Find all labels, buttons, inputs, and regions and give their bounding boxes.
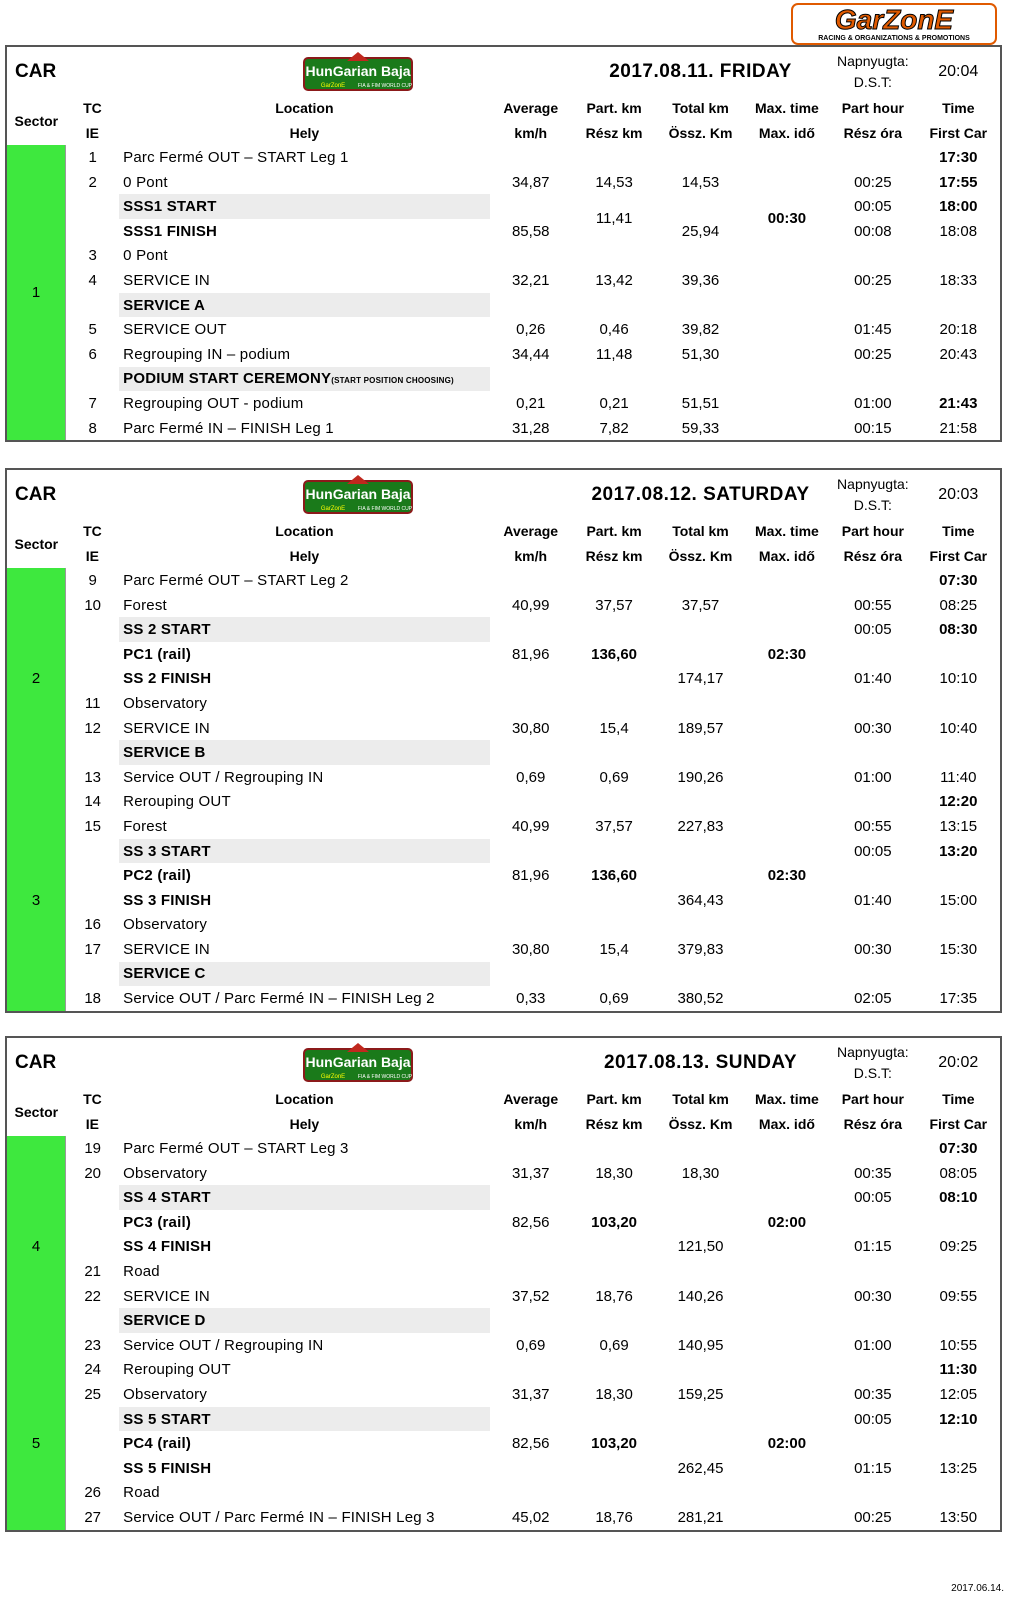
first-car-header: First Car <box>929 1115 988 1132</box>
svg-text:GarZonE: GarZonE <box>321 1073 346 1080</box>
table-row: SERVICE D <box>6 1308 1001 1333</box>
hely-header: Hely <box>289 1115 320 1132</box>
table-row: SS 3 START 00:05 13:20 <box>6 839 1001 864</box>
table-row: 16 Observatory <box>84 916 208 934</box>
table-row: 13 Service OUT / Regrouping IN 0,69 0,69 190,26 01:00 11:40 <box>84 768 977 786</box>
average-header: Average <box>503 523 559 540</box>
table-row: 27 Service OUT / Parc Fermé IN – FINISH Leg 3 45,02 18,76 281,21 00:25 13:50 <box>84 1508 978 1526</box>
tc-header: TC <box>83 523 102 540</box>
sector-header: Sector <box>14 535 59 552</box>
average-header: Average <box>503 100 559 117</box>
sunset-label: Napnyugta: D.S.T: <box>837 52 909 90</box>
table-row: 25 Observatory 31,37 18,30 159,25 00:35 12:05 <box>84 1385 978 1403</box>
part-km-header: Part. km <box>586 1091 642 1108</box>
svg-text:GarZonE: GarZonE <box>321 505 346 512</box>
garzone-logo <box>788 2 1000 46</box>
sector-number: 4 <box>6 1136 66 1357</box>
car-label: CAR <box>15 1052 57 1073</box>
table-row: PC4 (rail) 82,56 103,20 02:00 <box>123 1435 807 1453</box>
time-header: Time <box>942 100 975 117</box>
location-header: Location <box>275 1091 334 1108</box>
ie-header: IE <box>85 547 100 564</box>
resz-ora-header: Rész óra <box>843 1115 903 1132</box>
time-header: Time <box>942 523 975 540</box>
max-ido-header: Max. idő <box>758 124 815 141</box>
day-2-schedule <box>5 468 1002 1013</box>
svg-text:RACING & ORGANIZATIONS & PROMO: RACING & ORGANIZATIONS & PROMOTIONS <box>818 35 970 42</box>
svg-text:FIA & FIM WORLD CUP: FIA & FIM WORLD CUP <box>358 1073 413 1080</box>
sunset-time: 20:02 <box>938 1053 979 1071</box>
table-row: 6 Regrouping IN – podium 34,44 11,48 51,30 00:25 20:43 <box>88 345 978 363</box>
ossz-km-header: Össz. Km <box>668 547 733 564</box>
table-row: PC2 (rail) 81,96 136,60 02:30 <box>123 867 807 885</box>
part-km-header: Part. km <box>586 523 642 540</box>
table-row: 4 19 Parc Fermé OUT – START Leg 3 07:30 <box>6 1136 1001 1161</box>
car-label: CAR <box>15 61 57 82</box>
sunset-label: Napnyugta: D.S.T: <box>837 1043 909 1081</box>
sector-number: 1 <box>6 145 66 441</box>
table-row: SS 2 FINISH 174,17 01:40 10:10 <box>123 670 978 688</box>
first-car-header: First Car <box>929 547 988 564</box>
svg-text:HunGarian Baja: HunGarian Baja <box>305 62 411 79</box>
table-row: SS 3 FINISH 364,43 01:40 15:00 <box>123 891 978 909</box>
table-row: SS 4 FINISH 121,50 01:15 09:25 <box>123 1238 978 1256</box>
resz-km-header: Rész km <box>585 547 643 564</box>
hungarian-baja-logo <box>119 46 572 96</box>
average-header: Average <box>503 1091 559 1108</box>
table-row: 21 Road <box>84 1262 160 1280</box>
tc-header: TC <box>83 100 102 117</box>
resz-km-header: Rész km <box>585 1115 643 1132</box>
table-row: PODIUM START CEREMONY(START POSITION CHOOSING) <box>6 367 1001 392</box>
table-row: 18 Service OUT / Parc Fermé IN – FINISH Leg 2 0,33 0,69 380,52 02:05 17:35 <box>84 990 978 1008</box>
sector-header: Sector <box>14 112 59 129</box>
table-row: 8 Parc Fermé IN – FINISH Leg 1 31,28 7,82 59,33 00:15 21:58 <box>88 419 978 437</box>
table-row: 20 Observatory 31,37 18,30 18,30 00:35 08:05 <box>84 1164 978 1182</box>
table-row: 17 SERVICE IN 30,80 15,4 379,83 00:30 15:30 <box>84 940 978 958</box>
ossz-km-header: Össz. Km <box>668 1115 733 1132</box>
resz-ora-header: Rész óra <box>843 547 903 564</box>
table-row: 5 SERVICE OUT 0,26 0,46 39,82 01:45 20:18 <box>88 321 978 339</box>
tc-header: TC <box>83 1091 102 1108</box>
table-row: SS 5 START 00:05 12:10 <box>6 1407 1001 1432</box>
sunset-time: 20:03 <box>938 485 979 503</box>
sector-number: 5 <box>6 1358 66 1531</box>
table-row: PC3 (rail) 82,56 103,20 02:00 <box>123 1213 807 1231</box>
sunset-time: 20:04 <box>938 62 979 80</box>
max-time-header: Max. time <box>755 523 819 540</box>
table-row: 22 SERVICE IN 37,52 18,76 140,26 00:30 09:55 <box>84 1287 978 1305</box>
sunset-label: Napnyugta: D.S.T: <box>837 475 909 513</box>
svg-text:HunGarian Baja: HunGarian Baja <box>305 1053 411 1070</box>
table-row: SSS1 START 11,41 00:30 00:05 18:00 <box>6 194 1001 219</box>
table-row: 23 Service OUT / Regrouping IN 0,69 0,69 140,95 01:00 10:55 <box>84 1336 978 1354</box>
location-header: Location <box>275 100 334 117</box>
resz-ora-header: Rész óra <box>843 124 903 141</box>
table-row: 5 24 Rerouping OUT 11:30 <box>6 1358 1001 1383</box>
total-km-header: Total km <box>672 100 729 117</box>
svg-text:FIA & FIM WORLD CUP: FIA & FIM WORLD CUP <box>358 505 413 512</box>
hely-header: Hely <box>289 547 320 564</box>
table-row: SS 2 START 00:05 08:30 <box>6 617 1001 642</box>
table-row: SSS1 FINISH 85,58 25,94 00:08 18:08 <box>123 222 978 240</box>
table-row: SS 5 FINISH 262,45 01:15 13:25 <box>123 1459 978 1477</box>
table-row: 7 Regrouping OUT - podium 0,21 0,21 51,51 01:00 21:43 <box>88 394 978 412</box>
ie-header: IE <box>85 124 100 141</box>
hungarian-baja-logo <box>119 1037 572 1087</box>
table-row: SERVICE B <box>6 740 1001 765</box>
table-row: 26 Road <box>84 1484 160 1502</box>
day-date: 2017.08.11. FRIDAY <box>609 61 792 82</box>
part-hour-header: Part hour <box>841 523 904 540</box>
table-row: 3 0 Pont <box>88 247 168 265</box>
ossz-km-header: Össz. Km <box>668 124 733 141</box>
day-3-schedule <box>5 1036 1002 1532</box>
hungarian-baja-logo <box>119 469 572 519</box>
table-row: 2 9 Parc Fermé OUT – START Leg 2 07:30 <box>6 568 1001 593</box>
table-row: 1 1 Parc Fermé OUT – START Leg 1 17:30 <box>6 145 1001 170</box>
total-km-header: Total km <box>672 523 729 540</box>
kmh-header: km/h <box>514 1115 548 1132</box>
table-row: 4 SERVICE IN 32,21 13,42 39,36 00:25 18:33 <box>88 271 978 289</box>
max-time-header: Max. time <box>755 100 819 117</box>
max-time-header: Max. time <box>755 1091 819 1108</box>
kmh-header: km/h <box>514 547 548 564</box>
print-date: 2017.06.14. <box>951 1583 1004 1594</box>
table-row: 11 Observatory <box>84 694 208 712</box>
ie-header: IE <box>85 1115 100 1132</box>
table-row: PC1 (rail) 81,96 136,60 02:30 <box>123 645 807 663</box>
day-1-schedule <box>5 45 1002 442</box>
kmh-header: km/h <box>514 124 548 141</box>
table-row: 15 Forest 40,99 37,57 227,83 00:55 13:15 <box>84 817 978 835</box>
svg-text:FIA & FIM WORLD CUP: FIA & FIM WORLD CUP <box>358 82 413 89</box>
part-hour-header: Part hour <box>841 100 904 117</box>
table-row: SERVICE A <box>6 293 1001 318</box>
first-car-header: First Car <box>929 124 988 141</box>
day-date: 2017.08.12. SATURDAY <box>591 484 810 505</box>
max-ido-header: Max. idő <box>758 547 815 564</box>
table-row: 10 Forest 40,99 37,57 37,57 00:55 08:25 <box>84 596 978 614</box>
car-label: CAR <box>15 484 57 505</box>
table-row: 12 SERVICE IN 30,80 15,4 189,57 00:30 10:40 <box>84 719 978 737</box>
table-row: SS 4 START 00:05 08:10 <box>6 1185 1001 1210</box>
day-date: 2017.08.13. SUNDAY <box>603 1052 798 1073</box>
part-hour-header: Part hour <box>841 1091 904 1108</box>
max-ido-header: Max. idő <box>758 1115 815 1132</box>
table-row: SERVICE C <box>6 962 1001 987</box>
sector-number: 3 <box>6 790 66 1012</box>
table-row: 2 0 Pont 34,87 14,53 14,53 00:25 17:55 <box>88 173 978 191</box>
sector-number: 2 <box>6 568 66 789</box>
sector-header: Sector <box>14 1103 59 1120</box>
svg-text:GarZonE: GarZonE <box>834 4 954 35</box>
svg-text:HunGarian Baja: HunGarian Baja <box>305 485 411 502</box>
svg-text:GarZonE: GarZonE <box>321 82 346 89</box>
table-row: 3 14 Rerouping OUT 12:20 <box>6 790 1001 815</box>
time-header: Time <box>942 1091 975 1108</box>
total-km-header: Total km <box>672 1091 729 1108</box>
location-header: Location <box>275 523 334 540</box>
hely-header: Hely <box>289 124 320 141</box>
part-km-header: Part. km <box>586 100 642 117</box>
resz-km-header: Rész km <box>585 124 643 141</box>
